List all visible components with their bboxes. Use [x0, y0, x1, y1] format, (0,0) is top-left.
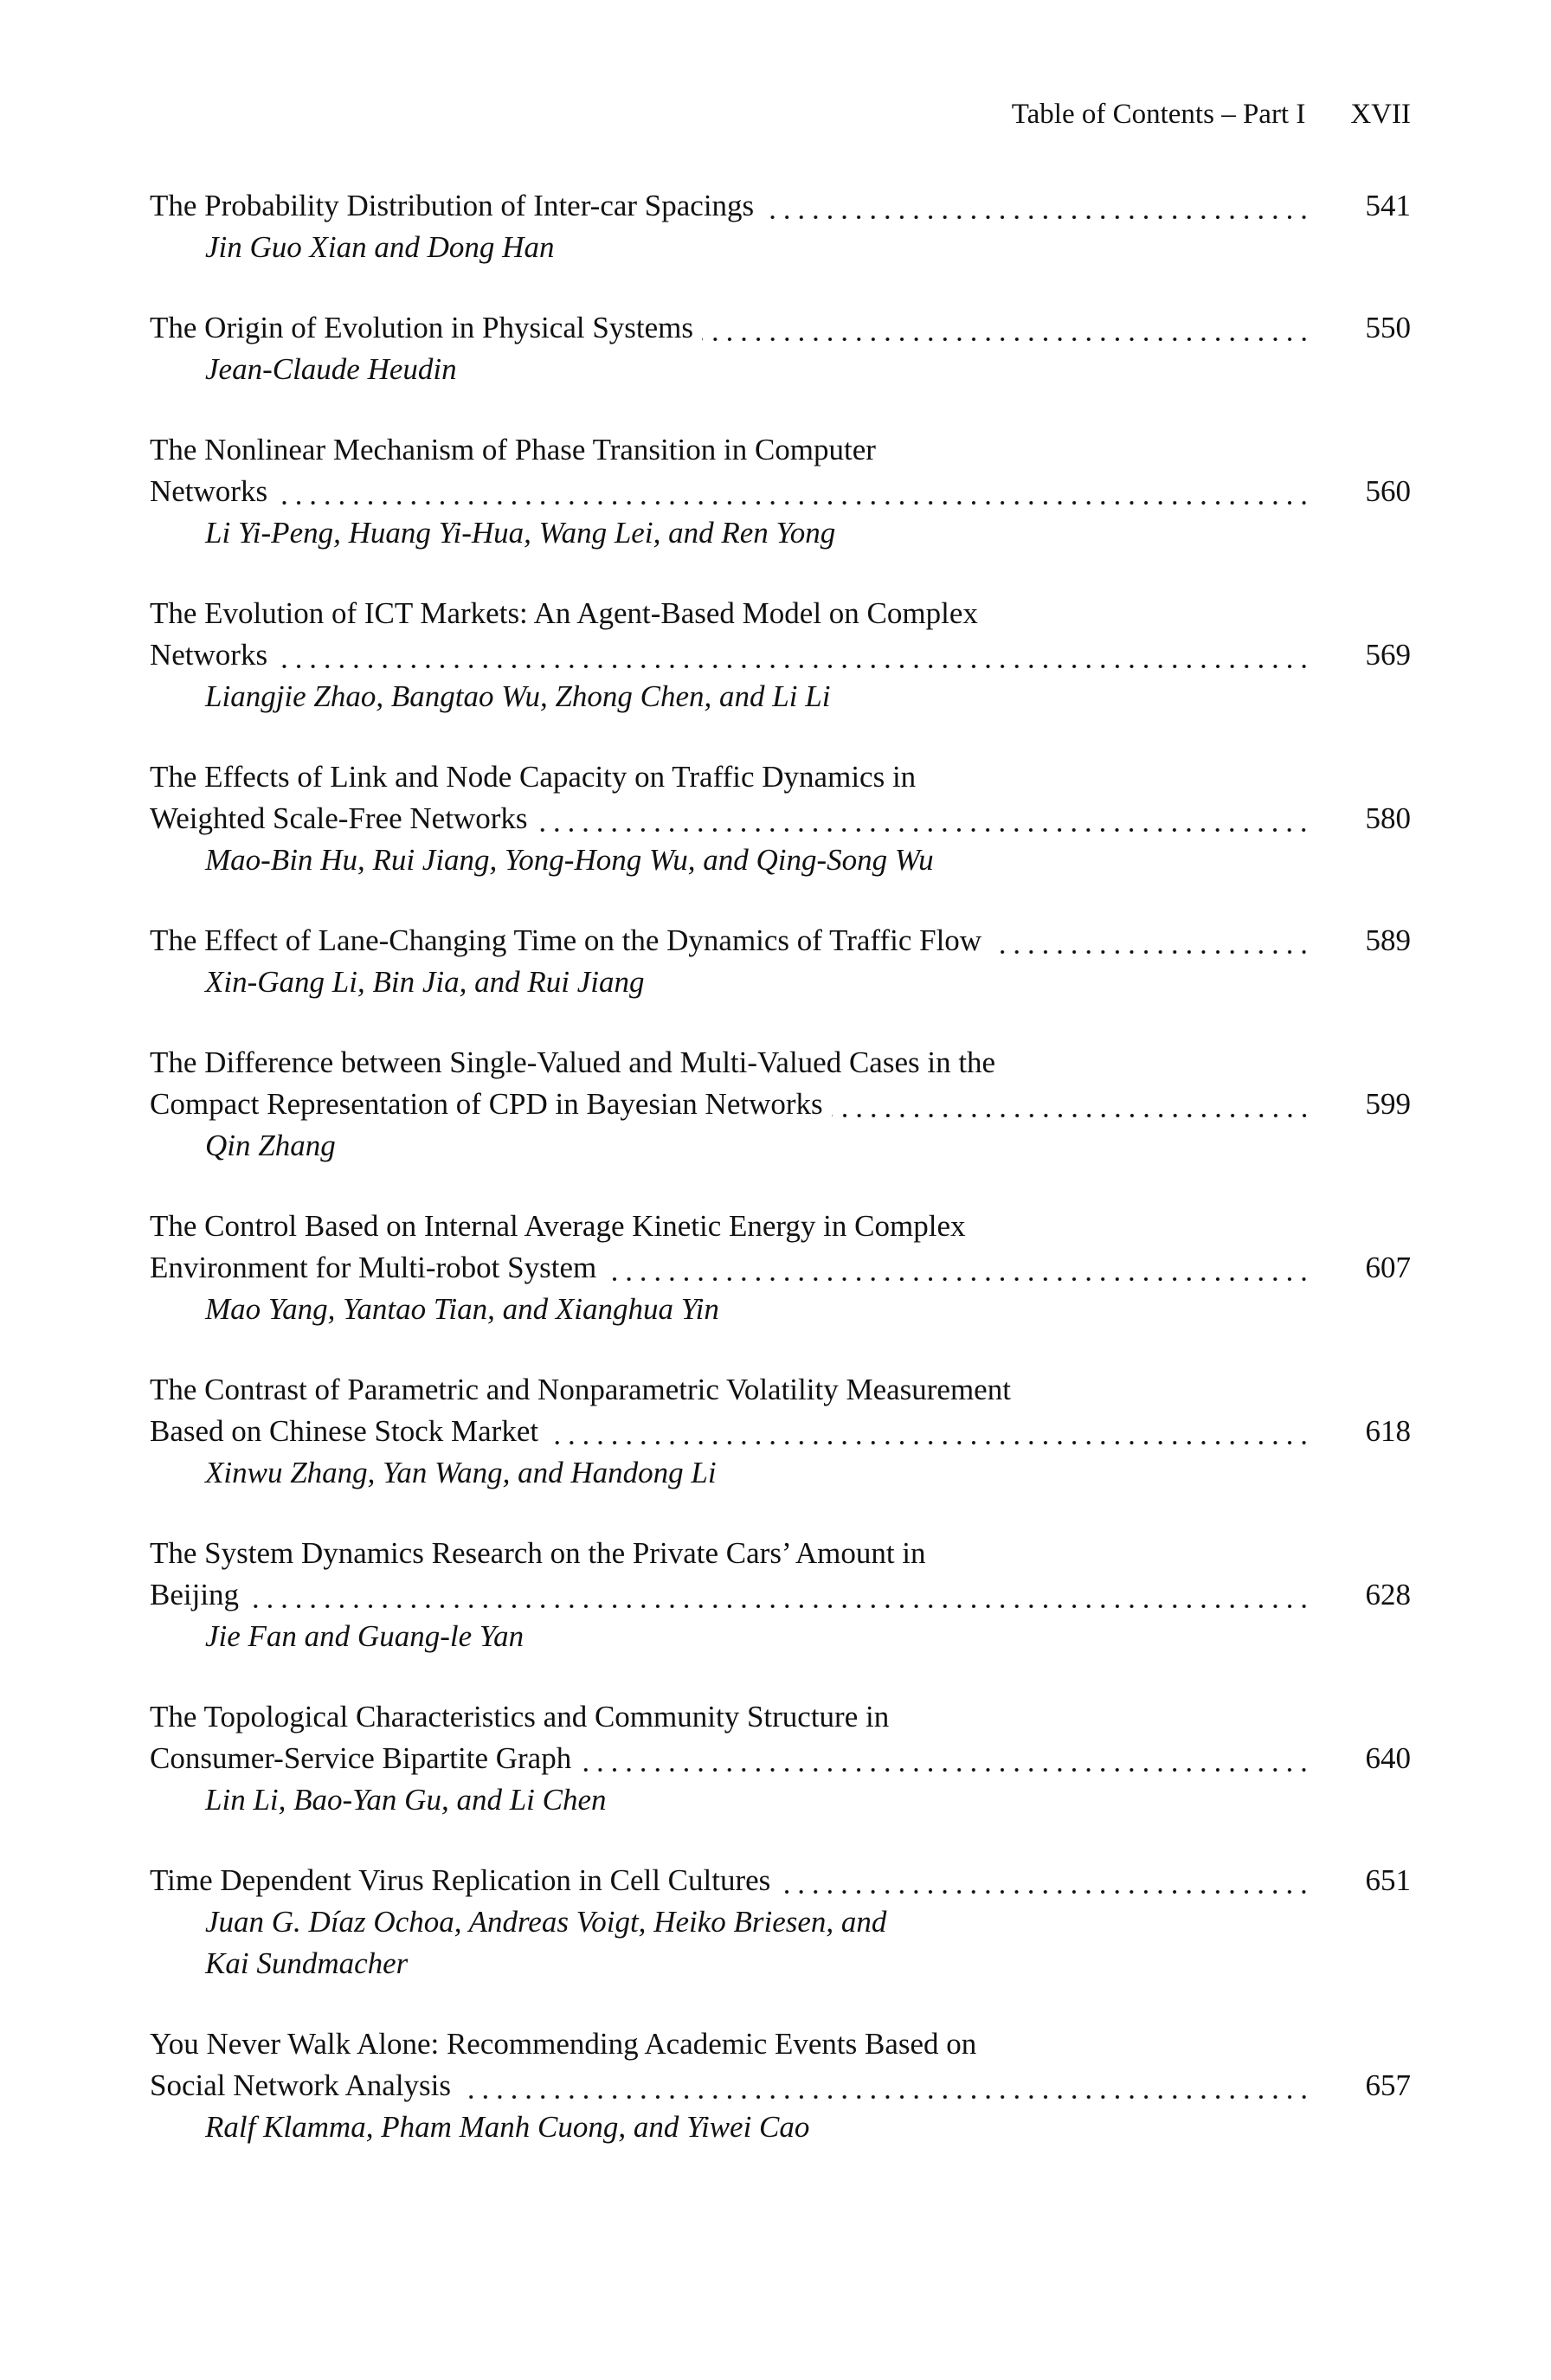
- entry-title-line: You Never Walk Alone: Recommending Academic Events Based on: [150, 2027, 977, 2061]
- entry-page-number: 580: [1365, 801, 1411, 835]
- toc-entry[interactable]: [150, 1206, 1411, 1330]
- entry-page-number: 599: [1365, 1087, 1411, 1121]
- entry-title-line: The Contrast of Parametric and Nonparametric Volatility Measurement: [150, 1373, 1011, 1406]
- toc-entry[interactable]: [150, 1369, 1411, 1494]
- entry-authors: Liangjie Zhao, Bangtao Wu, Zhong Chen, and Li Li: [205, 679, 831, 713]
- dot-leader: [990, 920, 1311, 962]
- toc-entry[interactable]: [150, 1696, 1411, 1821]
- entry-title-line: Consumer-Service Bipartite Graph: [150, 1741, 572, 1775]
- entry-title-line: The Control Based on Internal Average Kinetic Energy in Complex: [150, 1209, 966, 1243]
- entry-title-row: [150, 471, 1411, 512]
- entry-title-row: [150, 185, 1411, 227]
- entry-title-line: Environment for Multi-robot System: [150, 1251, 597, 1284]
- entry-title-line: Compact Representation of CPD in Bayesian Networks: [150, 1087, 823, 1121]
- dot-leader: [832, 1084, 1311, 1125]
- entry-page-number: 618: [1365, 1414, 1411, 1448]
- entry-page-number: 550: [1365, 311, 1411, 344]
- entry-authors: Kai Sundmacher: [205, 1946, 409, 1980]
- dot-leader: [605, 1247, 1311, 1289]
- dot-leader: [276, 471, 1311, 512]
- entry-title-line: The Nonlinear Mechanism of Phase Transition in Computer: [150, 433, 876, 466]
- entry-title-line: Weighted Scale-Free Networks: [150, 801, 528, 835]
- entry-title-line: The Topological Characteristics and Community Structure in: [150, 1700, 890, 1734]
- toc-entry[interactable]: [150, 920, 1411, 1003]
- dot-leader: [536, 798, 1311, 839]
- entry-authors: Mao-Bin Hu, Rui Jiang, Yong-Hong Wu, and Qing-Song Wu: [205, 843, 934, 877]
- entry-page-number: 607: [1365, 1251, 1411, 1284]
- entry-authors: Jie Fan and Guang-le Yan: [205, 1619, 525, 1653]
- dot-leader: [779, 1860, 1311, 1901]
- entry-authors: Xin-Gang Li, Bin Jia, and Rui Jiang: [205, 965, 645, 999]
- entry-title-line: Beijing: [150, 1578, 240, 1611]
- dot-leader: [547, 1411, 1311, 1452]
- toc-entry[interactable]: [150, 429, 1411, 554]
- entry-title-row: [150, 1411, 1411, 1452]
- entry-title-line: The Origin of Evolution in Physical Systems: [150, 311, 694, 344]
- entry-page-number: 640: [1365, 1741, 1411, 1775]
- entry-title-line: Based on Chinese Stock Market: [150, 1414, 539, 1448]
- toc-entry[interactable]: [150, 1860, 1411, 1984]
- entry-title-line: The Effects of Link and Node Capacity on Traffic Dynamics in: [150, 760, 917, 794]
- dot-leader: [702, 307, 1311, 349]
- entry-page-number: 560: [1365, 474, 1411, 508]
- entry-authors: Li Yi-Peng, Huang Yi-Hua, Wang Lei, and Ren Yong: [205, 516, 836, 550]
- dot-leader: [580, 1738, 1311, 1779]
- toc-entry[interactable]: [150, 1533, 1411, 1657]
- entry-authors: Lin Li, Bao-Yan Gu, and Li Chen: [205, 1783, 607, 1817]
- entry-title-row: [150, 920, 1411, 962]
- entry-page-number: 589: [1365, 923, 1411, 957]
- entry-title-row: [150, 2065, 1411, 2107]
- entry-authors: Qin Zhang: [205, 1129, 336, 1162]
- entry-authors: Mao Yang, Yantao Tian, and Xianghua Yin: [205, 1292, 719, 1326]
- entry-page-number: 651: [1365, 1863, 1411, 1897]
- entry-title-line: Networks: [150, 638, 268, 672]
- entry-title-line: The System Dynamics Research on the Private Cars’ Amount in: [150, 1536, 926, 1570]
- entry-title-line: Social Network Analysis: [150, 2068, 452, 2102]
- toc-list: [150, 185, 1411, 2187]
- entry-authors: Xinwu Zhang, Yan Wang, and Handong Li: [205, 1456, 717, 1489]
- dot-leader: [276, 634, 1311, 676]
- header-page-number: XVII: [1350, 99, 1411, 130]
- entry-title-line: The Probability Distribution of Inter-car Spacings: [150, 189, 755, 222]
- toc-entry[interactable]: [150, 185, 1411, 268]
- entry-authors: Ralf Klamma, Pham Manh Cuong, and Yiwei Cao: [205, 2110, 810, 2144]
- entry-authors: Jin Guo Xian and Dong Han: [205, 230, 555, 264]
- toc-entry[interactable]: [150, 593, 1411, 717]
- entry-title-row: [150, 634, 1411, 676]
- entry-page-number: 569: [1365, 638, 1411, 672]
- entry-title-row: [150, 1084, 1411, 1125]
- entry-title-line: The Difference between Single-Valued and Multi-Valued Cases in the: [150, 1045, 996, 1079]
- entry-title-row: [150, 307, 1411, 349]
- entry-authors: Jean-Claude Heudin: [205, 352, 457, 386]
- dot-leader: [248, 1574, 1311, 1616]
- entry-title-row: [150, 798, 1411, 839]
- running-header: [1012, 93, 1411, 135]
- toc-entry[interactable]: [150, 1042, 1411, 1167]
- entry-title-line: Time Dependent Virus Replication in Cell Cultures: [150, 1863, 771, 1897]
- entry-page-number: 541: [1365, 189, 1411, 222]
- entry-page-number: 628: [1365, 1578, 1411, 1611]
- entry-authors: Juan G. Díaz Ochoa, Andreas Voigt, Heiko Briesen, and: [205, 1905, 887, 1939]
- entry-page-number: 657: [1365, 2068, 1411, 2102]
- entry-title-line: The Effect of Lane-Changing Time on the Dynamics of Traffic Flow: [150, 923, 982, 957]
- toc-entry[interactable]: [150, 2023, 1411, 2148]
- entry-title-row: [150, 1860, 1411, 1901]
- entry-title-row: [150, 1247, 1411, 1289]
- entry-title-row: [150, 1738, 1411, 1779]
- dot-leader: [460, 2065, 1311, 2107]
- entry-title-line: Networks: [150, 474, 268, 508]
- toc-entry[interactable]: [150, 756, 1411, 881]
- toc-entry[interactable]: [150, 307, 1411, 390]
- header-title: Table of Contents – Part I: [1011, 99, 1306, 130]
- entry-title-row: [150, 1574, 1411, 1616]
- entry-title-line: The Evolution of ICT Markets: An Agent-Based Model on Complex: [150, 596, 978, 630]
- dot-leader: [763, 185, 1311, 227]
